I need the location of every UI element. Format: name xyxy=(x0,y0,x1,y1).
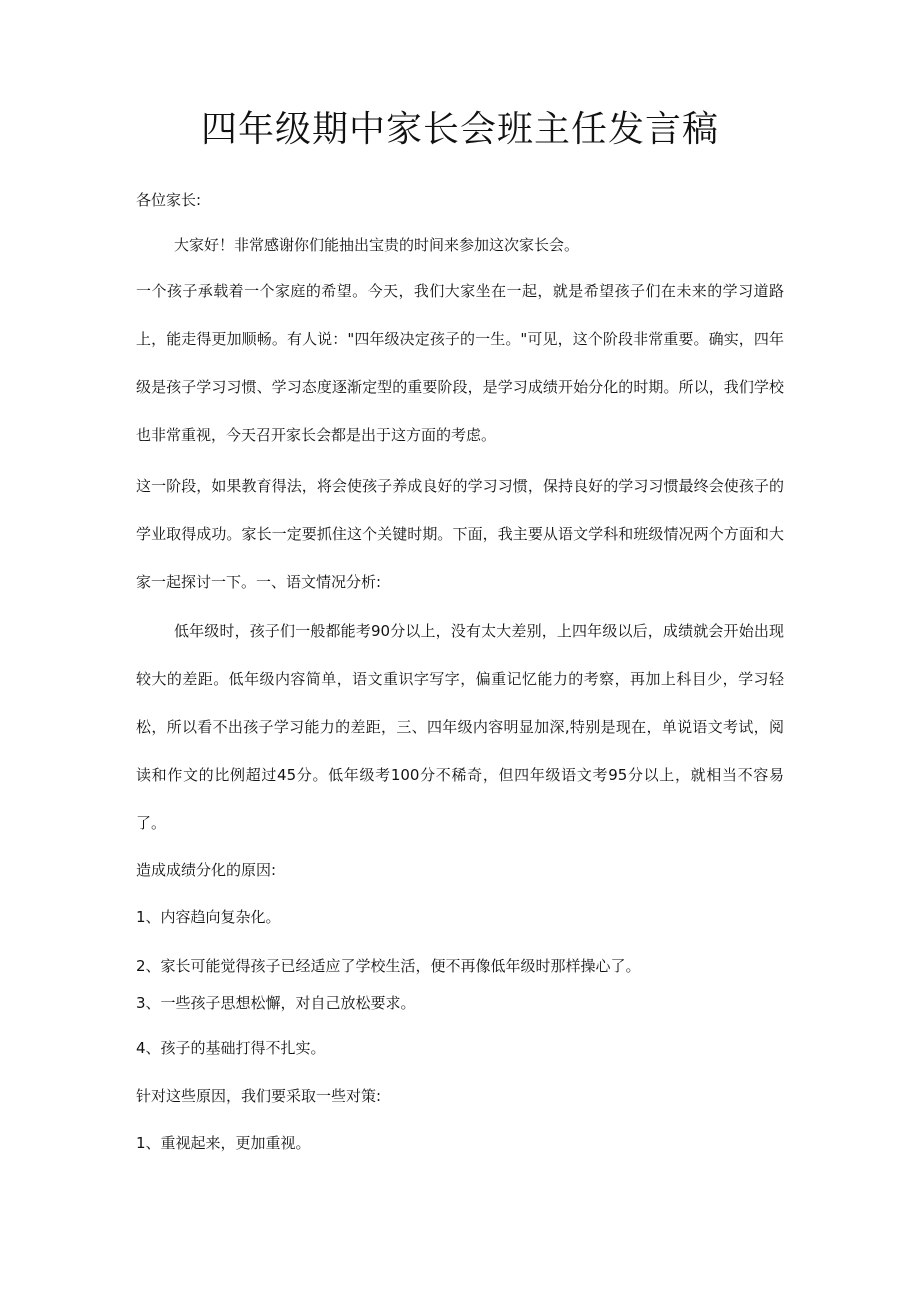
measure-item: 1、重视起来，更加重视。 xyxy=(136,1134,311,1152)
cause-item: 4、孩子的基础打得不扎实。 xyxy=(136,1039,326,1057)
cause-item: 2、家长可能觉得孩子已经适应了学校生活，便不再像低年级时那样操心了。 xyxy=(136,957,641,975)
document-title: 四年级期中家长会班主任发言稿 xyxy=(200,109,719,150)
cause-item: 3、一些孩子思想松懈，对自己放松要求。 xyxy=(136,994,416,1012)
stage-paragraph: 这一阶段，如果教育得法，将会使孩子养成良好的学习习惯，保持良好的学习习惯最终会使孩子的学业取得成功。家长一定要抓住这个关键时期。下面，我主要从语文学科和班级情况两个方面和大家一起探讨一下。一、语文情况分析: xyxy=(136,477,784,591)
causes-heading: 造成成绩分化的原因: xyxy=(136,861,277,879)
measures-heading: 针对这些原因，我们要采取一些对策: xyxy=(136,1087,382,1105)
analysis-paragraph: 低年级时，孩子们一般都能考90分以上，没有太大差别，上四年级以后，成绩就会开始出现较大的差距。低年级内容简单，语文重识字写字，偏重记忆能力的考察，再加上科目少，学习轻松，所以看不出孩子学习能力的差距，三、四年级内容明显加深,特别是现在，单说语文考试，阅读和作文的比例超过45分。低年级考100分不稀奇，但四年级语文考95分以上，就相当不容易了。 xyxy=(136,622,784,832)
cause-item: 1、内容趋向复杂化。 xyxy=(136,908,281,926)
intro-paragraph: 一个孩子承载着一个家庭的希望。今天，我们大家坐在一起，就是希望孩子们在未来的学习道路上，能走得更加顺畅。有人说："四年级决定孩子的一生。"可见，这个阶段非常重要。确实，四年级是孩子学习习惯、学习态度逐渐定型的重要阶段，是学习成绩开始分化的时期。所以，我们学校也非常重视，今天召开家长会都是出于这方面的考虑。 xyxy=(136,282,784,444)
greeting: 各位家长: xyxy=(136,191,202,209)
welcome-paragraph: 大家好！非常感谢你们能抽出宝贵的时间来参加这次家长会。 xyxy=(174,236,580,254)
